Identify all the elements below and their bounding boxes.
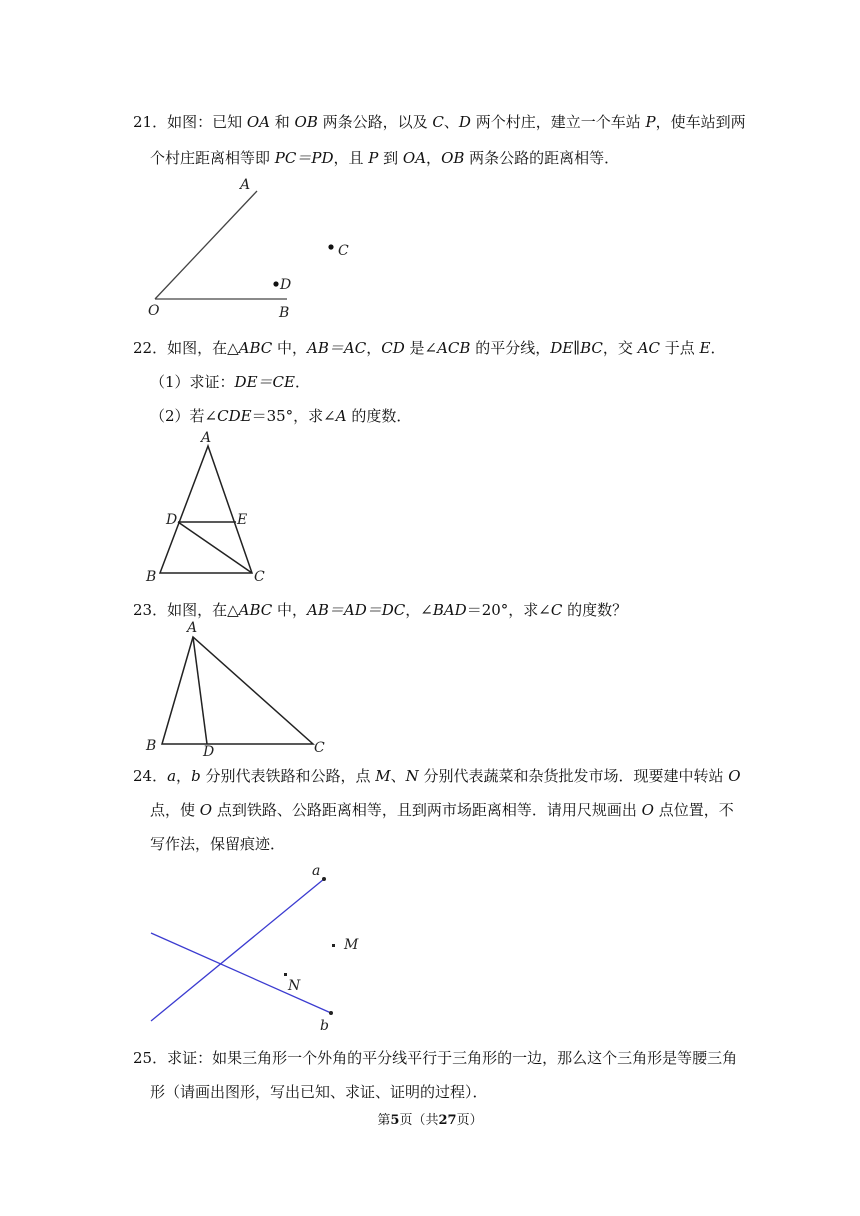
q25-line-1: 25．求证：如果三角形一个外角的平分线平行于三角形的一边，那么这个三角形是等腰三角	[133, 1049, 738, 1067]
label-o: O	[148, 303, 160, 319]
q25-line-2: 形（请画出图形，写出已知、求证、证明的过程）．	[150, 1083, 488, 1101]
triangle-abc	[160, 446, 252, 573]
segment-cd	[178, 522, 252, 573]
label-b: b	[320, 1018, 329, 1034]
q24-line-2: 点，使 O 点到铁路、公路距离相等，且到两市场距离相等．请用尺规画出 O 点位置，不	[150, 801, 734, 819]
page-number: 5	[390, 1113, 400, 1128]
endpoint-b	[329, 1011, 333, 1015]
label-a: a	[312, 863, 321, 879]
label-d: D	[280, 277, 292, 293]
point-c	[328, 244, 333, 249]
q23-figure	[140, 620, 340, 760]
label-c: C	[338, 243, 349, 259]
point-n	[284, 973, 287, 976]
endpoint-a	[322, 877, 326, 881]
q22-sub-2: （2）若∠CDE＝35°，求∠A 的度数．	[150, 407, 412, 425]
label-a: A	[240, 177, 251, 193]
label-b: B	[146, 738, 157, 754]
q23-line-1: 23．如图，在△ABC 中，AB＝AD＝DC，∠BAD＝20°，求∠C 的度数？	[133, 601, 628, 619]
q22-line-1: 22．如图，在△ABC 中，AB＝AC，CD 是∠ACB 的平分线，DE∥BC，交 AC 于点 E．	[133, 339, 726, 357]
q24-line-3: 写作法，保留痕迹．	[150, 835, 286, 853]
label-d: D	[203, 744, 215, 760]
label-c: C	[254, 569, 265, 585]
label-e: E	[237, 512, 248, 528]
label-a: A	[187, 620, 198, 636]
line-b	[151, 933, 331, 1013]
q24-figure	[140, 858, 380, 1038]
point-d	[273, 281, 278, 286]
label-m: M	[344, 937, 359, 953]
q21-figure	[140, 175, 370, 325]
label-d: D	[166, 512, 178, 528]
page-footer: 第5页（共27页）	[377, 1113, 483, 1128]
segment-ad	[193, 637, 207, 744]
line-a	[151, 879, 324, 1021]
triangle-abc	[162, 637, 313, 744]
q21-line-1: 21．如图：已知 OA 和 OB 两条公路，以及 C、D 两个村庄，建立一个车站 P，使车站到两	[133, 113, 746, 131]
ray-oa	[155, 191, 257, 299]
q21-line-2: 个村庄距离相等即 PC＝PD，且 P 到 OA，OB 两条公路的距离相等．	[150, 149, 620, 167]
label-b: B	[279, 305, 290, 321]
label-n: N	[288, 978, 301, 994]
label-c: C	[314, 740, 325, 756]
point-m	[332, 944, 335, 947]
page-total: 27	[438, 1113, 457, 1128]
label-b: B	[146, 569, 157, 585]
q22-sub-1: （1）求证：DE＝CE．	[150, 373, 310, 391]
label-a: A	[201, 430, 212, 446]
q24-line-1: 24．a，b 分别代表铁路和公路，点 M、N 分别代表蔬菜和杂货批发市场．现要建中转站 O	[133, 767, 741, 785]
q22-figure	[140, 428, 280, 588]
